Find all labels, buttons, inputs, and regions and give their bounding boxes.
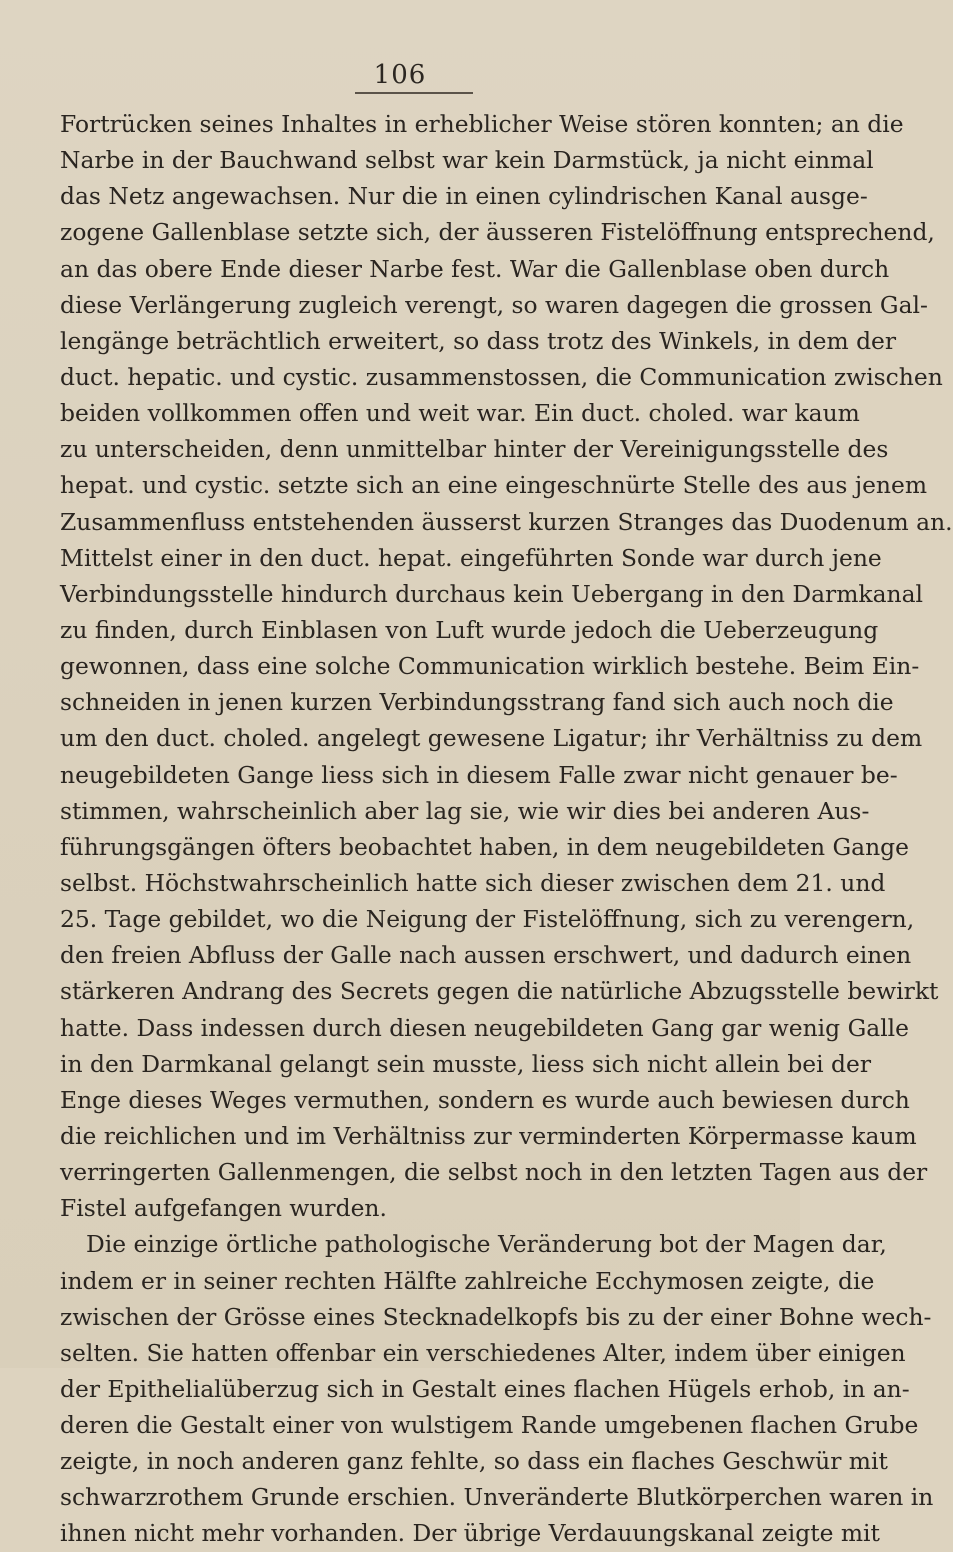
text-line-paragraph-start: Die einzige örtliche pathologische Veränderung bot der Magen dar, [86,1230,887,1259]
page-number-rule [355,92,473,94]
text-line: Verbindungsstelle hindurch durchaus kein Uebergang in den Darmkanal [60,579,924,608]
text-line-paragraph-end: Fistel aufgefangen wurden. [60,1194,387,1223]
text-line: 25. Tage gebildet, wo die Neigung der Fistelöffnung, sich zu verengern, [60,905,915,934]
text-line: ihnen nicht mehr vorhanden. Der übrige Verdauungskanal zeigte mit [60,1519,880,1548]
text-line: führungsgängen öfters beobachtet haben, in dem neugebildeten Gange [60,832,909,861]
text-line: schneiden in jenen kurzen Verbindungsstrang fand sich auch noch die [60,688,894,717]
text-line: diese Verlängerung zugleich verengt, so waren dagegen die grossen Gal- [60,290,928,319]
text-line: an das obere Ende dieser Narbe fest. War die Gallenblase oben durch [60,254,890,283]
body-text [60,106,953,1552]
text-line: duct. hepatic. und cystic. zusammenstossen, die Communication zwischen [60,362,943,391]
text-line: gewonnen, dass eine solche Communication wirklich bestehe. Beim Ein- [60,652,920,681]
page-number: 106 [373,60,427,90]
text-line: in den Darmkanal gelangt sein musste, liess sich nicht allein bei der [60,1049,872,1078]
text-line: den freien Abfluss der Galle nach aussen erschwert, und dadurch einen [60,941,912,970]
text-line: der Epithelialüberzug sich in Gestalt eines flachen Hügels erhob, in an- [60,1374,910,1403]
text-line: Enge dieses Weges vermuthen, sondern es wurde auch bewiesen durch [60,1085,910,1114]
text-line: beiden vollkommen offen und weit war. Ein duct. choled. war kaum [60,399,860,428]
text-line: stimmen, wahrscheinlich aber lag sie, wie wir dies bei anderen Aus- [60,796,870,825]
text-line: selbst. Höchstwahrscheinlich hatte sich dieser zwischen dem 21. und [60,868,886,897]
text-line: schwarzrothem Grunde erschien. Unveränderte Blutkörperchen waren in [60,1483,934,1512]
text-line: zogene Gallenblase setzte sich, der äusseren Fistelöffnung entsprechend, [60,218,935,247]
text-line: stärkeren Andrang des Secrets gegen die natürliche Abzugsstelle bewirkt [60,977,939,1006]
text-line: neugebildeten Gange liess sich in diesem Falle zwar nicht genauer be- [60,760,898,789]
text-line: Fortrücken seines Inhaltes in erheblicher Weise stören konnten; an die [60,110,904,138]
text-line: indem er in seiner rechten Hälfte zahlreiche Ecchymosen zeigte, die [60,1266,875,1295]
text-line: das Netz angewachsen. Nur die in einen cylindrischen Kanal ausge- [60,182,868,211]
text-line: zu unterscheiden, denn unmittelbar hinter der Vereinigungsstelle des [60,435,889,464]
text-line: deren die Gestalt einer von wulstigem Rande umgebenen flachen Grube [60,1411,919,1440]
text-line: zeigte, in noch anderen ganz fehlte, so dass ein flaches Geschwür mit [60,1447,888,1476]
text-line: lengänge beträchtlich erweitert, so dass trotz des Winkels, in dem der [60,326,897,355]
text-line: Narbe in der Bauchwand selbst war kein Darmstück, ja nicht einmal [60,146,874,175]
text-line: Mittelst einer in den duct. hepat. eingeführten Sonde war durch jene [60,543,882,572]
text-line: zwischen der Grösse eines Stecknadelkopfs bis zu der einer Bohne wech- [60,1302,932,1331]
text-line: verringerten Gallenmengen, die selbst noch in den letzten Tagen aus der [60,1158,928,1187]
text-line: hepat. und cystic. setzte sich an eine eingeschnürte Stelle des aus jenem [60,471,927,500]
text-line: zu finden, durch Einblasen von Luft wurde jedoch die Ueberzeugung [60,615,879,644]
text-line: selten. Sie hatten offenbar ein verschiedenes Alter, indem über einigen [60,1338,906,1367]
text-line: die reichlichen und im Verhältniss zur verminderten Körpermasse kaum [60,1121,917,1150]
text-line: Zusammenfluss entstehenden äusserst kurzen Stranges das Duodenum an. [60,507,953,536]
text-line: hatte. Dass indessen durch diesen neugebildeten Gang gar wenig Galle [60,1013,910,1042]
text-line: um den duct. choled. angelegt gewesene Ligatur; ihr Verhältniss zu dem [60,724,923,753]
